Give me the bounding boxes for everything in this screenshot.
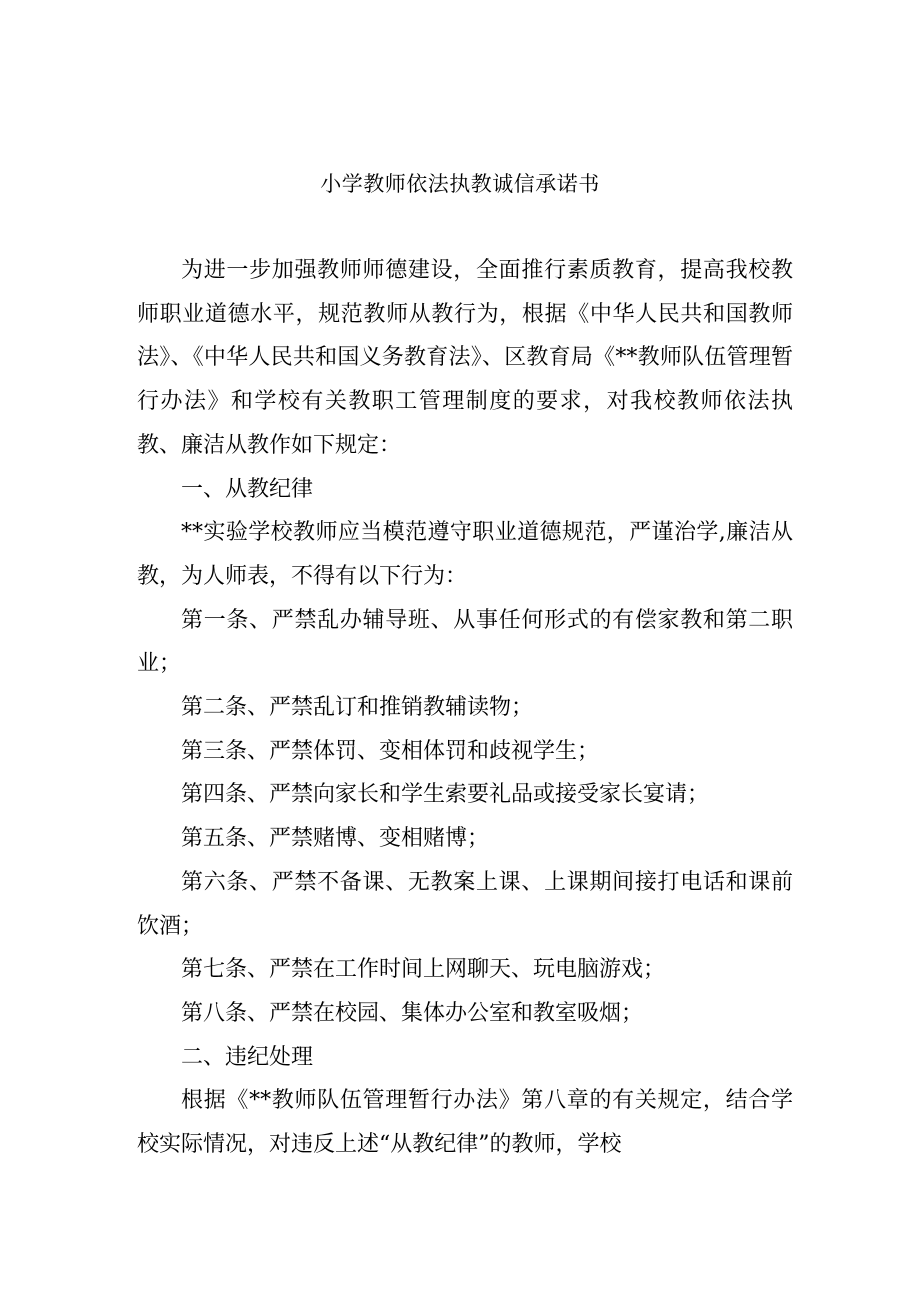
document-title: 小学教师依法执教诚信承诺书: [320, 172, 600, 196]
rule-item-8: 第八条、严禁在校园、集体办公室和教室吸烟；: [181, 1000, 644, 1026]
paragraph-intro: 为进一步加强教师师德建设，全面推行素质教育，提高我校教师职业道德水平，规范教师从教行为，根据《中华人民共和国教师法》、《中华人民共和国义务教育法》、区教育局《**教师队伍管理暂行办法》和学校有关教职工管理制度的要求，对我校教师依法执教、廉洁从教作如下规定：: [137, 258, 793, 458]
rule-item-3: 第三条、严禁体罚、变相体罚和歧视学生；: [181, 738, 600, 764]
paragraph-discipline-intro: **实验学校教师应当模范遵守职业道德规范，严谨治学,廉洁从教，为人师表，不得有以下行为：: [137, 520, 793, 589]
rule-item-6: 第六条、严禁不备课、无教案上课、上课期间接打电话和课前饮酒；: [137, 869, 793, 939]
document-body: [137, 249, 793, 1167]
rule-item-2: 第二条、严禁乱订和推销教辅读物；: [181, 695, 534, 721]
section-heading-violations: 二、违纪处理: [181, 1044, 314, 1070]
paragraph-violations: 根据《**教师队伍管理暂行办法》第八章的有关规定，结合学校实际情况，对违反上述“从教纪律”的教师，学校: [137, 1088, 793, 1158]
rule-item-1: 第一条、严禁乱办辅导班、从事任何形式的有偿家教和第二职业；: [137, 607, 793, 677]
rule-item-5: 第五条、严禁赌博、变相赌博；: [181, 826, 490, 852]
section-heading-discipline: 一、从教纪律: [181, 476, 314, 502]
rule-item-4: 第四条、严禁向家长和学生索要礼品或接受家长宴请；: [181, 782, 710, 808]
rule-item-7: 第七条、严禁在工作时间上网聊天、玩电脑游戏；: [181, 957, 666, 983]
